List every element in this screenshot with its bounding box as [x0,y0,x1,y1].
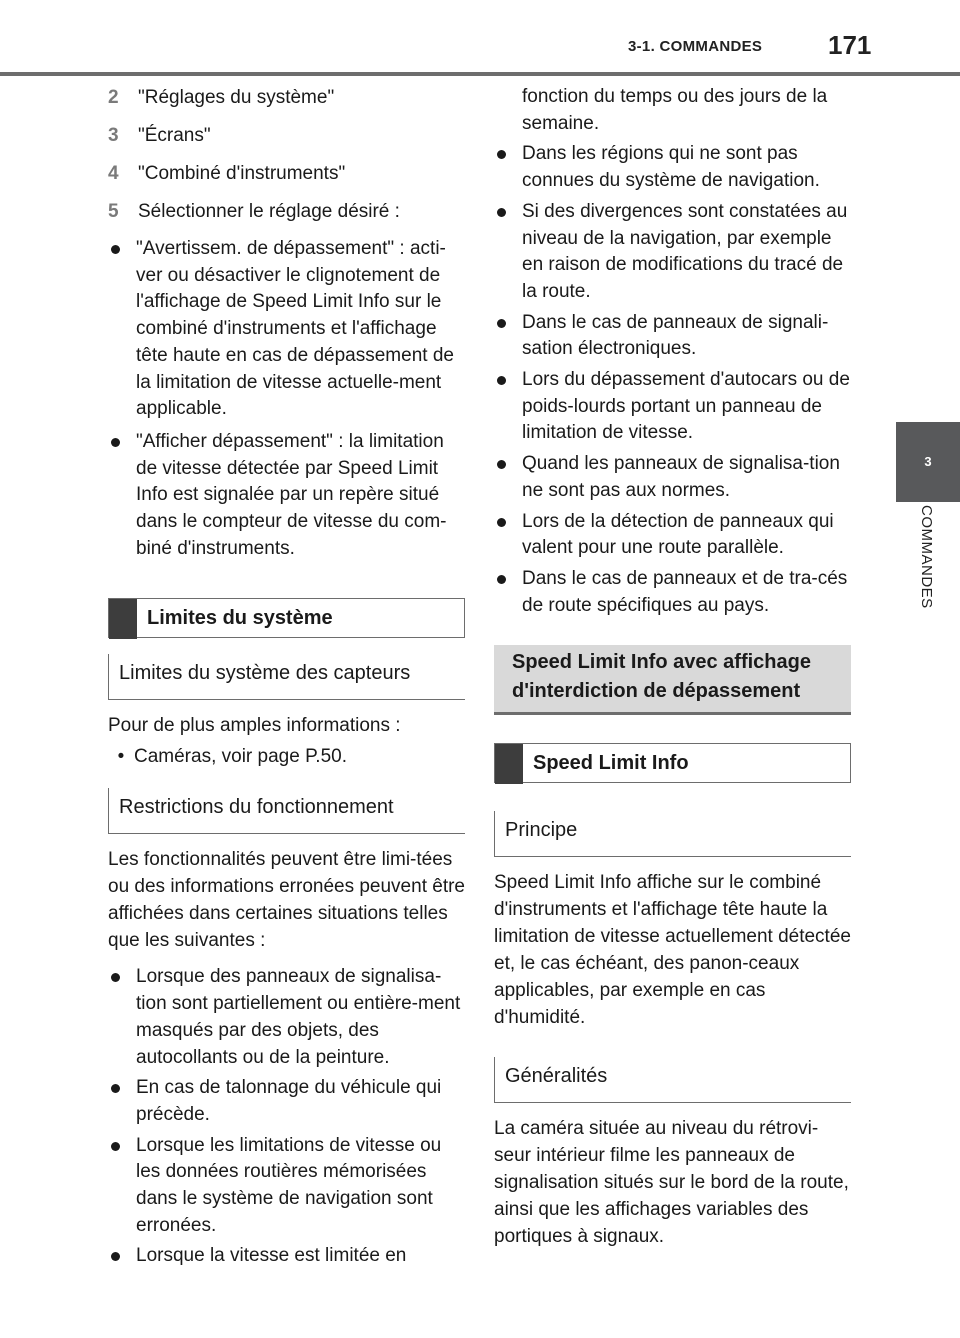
bullet-icon [494,367,522,447]
list-item: Dans les régions qui ne sont pas connues du système de navigation. [494,141,852,194]
bullet-icon [494,141,522,194]
list-item: En cas de talonnage du véhicule qui précède. [108,1075,468,1128]
step-text: "Écrans" [138,125,211,146]
step-text: "Réglages du système" [138,87,335,108]
bullet-icon [494,566,522,619]
list-item: Dans le cas de panneaux de signali-sation électroniques. [494,310,852,363]
step-text: Sélectionner le réglage désiré : [138,201,400,222]
bullet-icon [108,429,136,563]
bullet-icon [494,451,522,504]
list-item: Lorsque la vitesse est limitée en [108,1243,468,1270]
list-item: Lorsque les limitations de vitesse ou les données routières mémorisées dans le système de navigation sont erronées. [108,1133,468,1240]
list-item: "Afficher dépassement" : la limitation de vitesse détectée par Speed Limit Info est signalée par un repère situé dans le compteur de vitesse du com-biné d'instruments. [108,429,468,563]
general-text: La caméra située au niveau du rétrovi-seur intérieur filme les panneaux de signalisation situés sur le bord de la route, ainsi que les affichages variables des portiques à signaux. [494,1118,849,1248]
step-text: "Combiné d'instruments" [138,163,346,184]
list-item: Lorsque des panneaux de signalisa-tion sont partiellement ou entière-ment masqués par des objets, des autocollants ou de la peinture. [108,964,468,1071]
section-heading-speed-limit: Speed Limit Info [494,743,851,783]
left-column [108,84,468,1274]
step-number: 5 [108,201,119,222]
list-item: Si des divergences sont constatées au niveau de la navigation, par exemple en raison de modifications du tracé de la route. [494,199,852,306]
list-item: Lors du dépassement d'autocars ou de poids-lourds portant un panneau de limitation de vitesse. [494,367,852,447]
section-heading-limits: Limites du système [108,598,465,638]
subheading-restrictions: Restrictions du fonctionnement [108,788,465,834]
continued-text: fonction du temps ou des jours de la semaine. [522,86,828,134]
bullet-icon [494,509,522,562]
heading-marker [495,744,523,784]
list-item: "Avertissem. de dépassement" : acti-ver ou désactiver le clignotement de l'affichage de Speed Limit Info sur le combiné d'instruments et l'affichage tête haute en cas de dépassement de la limitation de vitesse actuelle-ment applicable. [108,236,468,423]
step-item [108,160,468,187]
principle-text: Speed Limit Info affiche sur le combiné d'instruments et l'affichage tête haute la limitation de vitesse actuellement détectée et, le cas échéant, des panon-ceaux applicables, par exemple en cas d'humidité. [494,872,851,1029]
subheading-principle: Principe [494,811,851,857]
chapter-tab: 3 [896,422,960,502]
section-title: 3-1. COMMANDES [628,38,763,55]
step-item [108,198,468,225]
list-item: • Caméras, voir page P.50. [108,743,468,770]
bullet-icon [108,1243,136,1270]
right-column [494,84,852,1254]
bullet-icon: • [117,746,125,768]
subheading-sensors: Limites du système des capteurs [108,654,465,700]
bullet-icon [494,310,522,363]
list-item: Lors de la détection de panneaux qui valent pour une route parallèle. [494,509,852,562]
restrictions-text: Les fonctionnalités peuvent être limi-tées ou des informations erronées peuvent être affichées dans certaines situations telles que les suivantes : [108,849,465,952]
bullet-icon [108,1075,136,1128]
step-number: 2 [108,87,119,108]
sensors-text: Pour de plus amples informations : [108,715,401,737]
chapter-label: COMMANDES [918,505,935,609]
bullet-icon [494,199,522,306]
bullet-icon [108,236,136,423]
list-item: Quand les panneaux de signalisa-tion ne sont pas aux normes. [494,451,852,504]
heading-marker [109,599,137,639]
header-divider [0,72,960,76]
list-item: Dans le cas de panneaux et de tra-cés de route spécifiques au pays. [494,566,852,619]
step-number: 4 [108,163,119,184]
subheading-general: Généralités [494,1057,851,1103]
page-number: 171 [828,30,872,60]
step-item [108,84,468,111]
section-heading-main: Speed Limit Info avec affichage d'interdiction de dépassement [494,645,851,715]
bullet-icon [108,964,136,1071]
bullet-icon [108,1133,136,1240]
step-number: 3 [108,125,119,146]
step-item [108,122,468,149]
